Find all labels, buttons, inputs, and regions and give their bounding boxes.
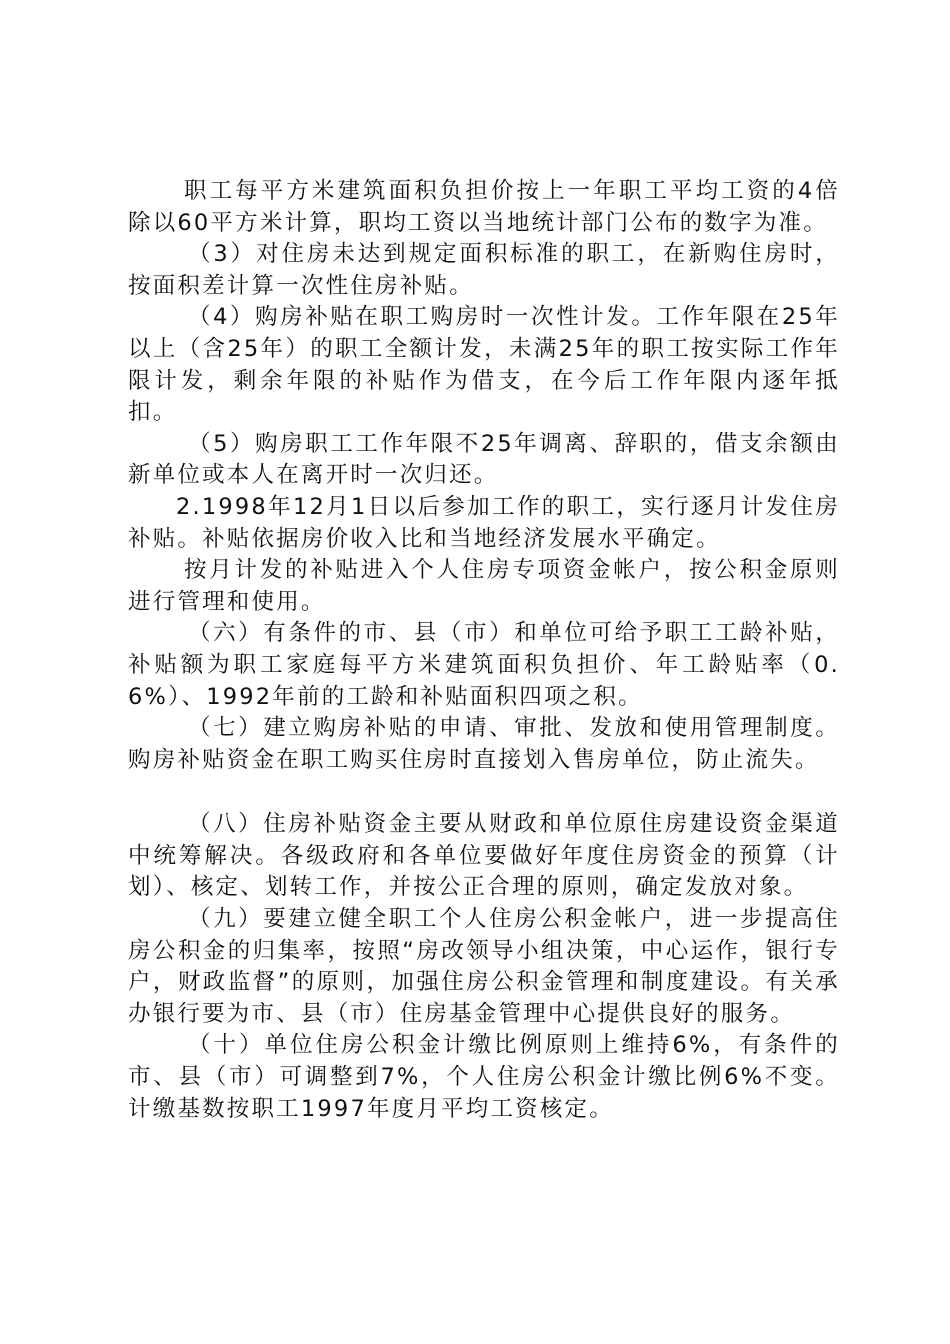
paragraph-item-nine: （九）要建立健全职工个人住房公积金帐户，进一步提高住房公积金的归集率，按照“房改领导小组决策，中心运作，银行专户，财政监督”的原则，加强住房公积金管理和制度建设。有关承办银行要为市、县（市）住房基金管理中心提供良好的服务。 — [128, 906, 840, 1027]
document-body — [128, 176, 840, 1125]
paragraph-item-eight: （八）住房补贴资金主要从财政和单位原住房建设资金渠道中统筹解决。各级政府和各单位要做好年度住房资金的预算（计划）、核定、划转工作，并按公正合理的原则，确定发放对象。 — [128, 811, 840, 901]
paragraph-item-5: （5）购房职工工作年限不25年调离、辞职的，借支余额由新单位或本人在离开时一次归还。 — [128, 430, 840, 489]
paragraph-item-4: （4）购房补贴在职工购房时一次性计发。工作年限在25年以上（含25年）的职工全额计发，未满25年的职工按实际工作年限计发，剩余年限的补贴作为借支，在今后工作年限内逐年抵扣。 — [128, 304, 840, 426]
paragraph-section-2: 2.1998年12月1日以后参加工作的职工，实行逐月计发住房补贴。补贴依据房价收入比和当地经济发展水平确定。 — [128, 493, 840, 552]
paragraph-item-3: （3）对住房未达到规定面积标准的职工，在新购住房时，按面积差计算一次性住房补贴。 — [128, 241, 840, 299]
paragraph-gap — [128, 776, 840, 809]
paragraph-item-ten: （十）单位住房公积金计缴比例原则上维持6%，有条件的市、县（市）可调整到7%，个人住房公积金计缴比例6%不变。计缴基数按职工1997年度月平均工资核定。 — [128, 1032, 840, 1122]
paragraph-monthly-subsidy: 按月计发的补贴进入个人住房专项资金帐户，按公积金原则进行管理和使用。 — [128, 557, 840, 615]
paragraph-item-six: （六）有条件的市、县（市）和单位可给予职工工龄补贴，补贴额为职工家庭每平方米建筑面积负担价、年工龄贴率（0.6%）、1992年前的工龄和补贴面积四项之积。 — [128, 620, 840, 710]
paragraph-item-seven: （七）建立购房补贴的申请、审批、发放和使用管理制度。购房补贴资金在职工购买住房时直接划入售房单位，防止流失。 — [128, 715, 840, 773]
paragraph-burden-price: 职工每平方米建筑面积负担价按上一年职工平均工资的4倍除以60平方米计算，职均工资以当地统计部门公布的数字为准。 — [128, 178, 840, 236]
